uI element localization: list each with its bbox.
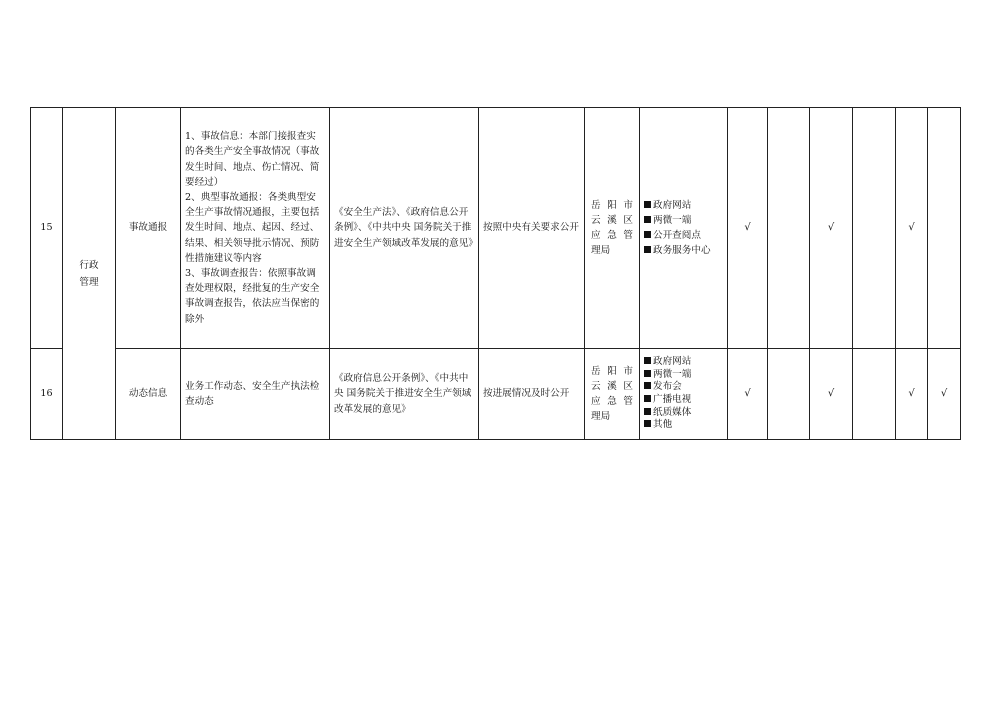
square-bullet-icon: [644, 216, 651, 223]
channel-item: 政府网站: [644, 198, 723, 213]
content-item: 2、典型事故通报：各类典型安全生产事故情况通报，主要包括发生时间、地点、起因、经过、结果、相关领导批示情况、预防性措施建议等内容: [185, 191, 320, 264]
channel-cell: [640, 349, 728, 440]
content-item: 业务工作动态、安全生产执法检查动态: [185, 380, 320, 407]
org-line: 理局: [591, 411, 611, 423]
org-line: 应急管: [591, 396, 633, 407]
square-bullet-icon: [644, 382, 651, 389]
row-number: 16: [31, 349, 63, 440]
org-line: 岳阳市: [591, 199, 633, 211]
check-cell: √: [728, 349, 768, 440]
square-bullet-icon: [644, 231, 651, 238]
disclosure-table: [30, 107, 961, 440]
timing-cell: 按照中央有关要求公开: [479, 108, 585, 349]
org-line: 理局: [591, 245, 611, 257]
check-cell: √: [728, 108, 768, 349]
square-bullet-icon: [644, 408, 651, 415]
org-cell: [585, 108, 640, 349]
square-bullet-icon: [644, 357, 651, 364]
row-number: 15: [31, 108, 63, 349]
check-cell: √: [896, 108, 928, 349]
table-row: [31, 349, 961, 440]
sub-category: 事故通报: [116, 108, 181, 349]
square-bullet-icon: [644, 246, 651, 253]
org-line: 云溪区: [591, 214, 633, 226]
channel-item: 两微一端: [644, 213, 723, 228]
content-cell: [181, 108, 330, 349]
table-row: [31, 108, 961, 349]
check-cell: [768, 108, 810, 349]
check-cell: [853, 108, 896, 349]
check-cell: √: [896, 349, 928, 440]
check-cell: [768, 349, 810, 440]
basis-cell: 《政府信息公开条例》、《中共中央 国务院关于推进安全生产领域改革发展的意见》: [330, 349, 479, 440]
category-label: 行政管理: [79, 259, 99, 288]
check-cell: √: [810, 349, 853, 440]
check-cell: √: [810, 108, 853, 349]
square-bullet-icon: [644, 395, 651, 402]
sub-category: 动态信息: [116, 349, 181, 440]
channel-item: 政务服务中心: [644, 243, 723, 258]
channel-item: 政府网站: [644, 356, 723, 369]
square-bullet-icon: [644, 420, 651, 427]
basis-cell: 《安全生产法》、《政府信息公开条例》、《中共中央 国务院关于推进安全生产领域改革发展的意见》: [330, 108, 479, 349]
timing-cell: 按进展情况及时公开: [479, 349, 585, 440]
content-item: 3、事故调查报告：依照事故调查处理权限，经批复的生产安全事故调查报告，依法应当保密的除外: [185, 268, 320, 325]
check-cell: [928, 108, 961, 349]
check-cell: √: [928, 349, 961, 440]
channel-item: 两微一端: [644, 369, 723, 382]
channel-item: 公开查阅点: [644, 228, 723, 243]
square-bullet-icon: [644, 370, 651, 377]
content-cell: [181, 349, 330, 440]
square-bullet-icon: [644, 201, 651, 208]
channel-item: 其他: [644, 419, 723, 432]
channel-cell: [640, 108, 728, 349]
channel-item: 发布会: [644, 381, 723, 394]
org-cell: [585, 349, 640, 440]
org-line: 应急管: [591, 230, 633, 241]
org-line: 云溪区: [591, 380, 633, 392]
content-item: 1、事故信息：本部门接报查实的各类生产安全事故情况（事故发生时间、地点、伤亡情况、简要经过）: [185, 131, 320, 188]
channel-item: 纸质媒体: [644, 407, 723, 420]
channel-item: 广播电视: [644, 394, 723, 407]
org-line: 岳阳市: [591, 365, 633, 377]
check-cell: [853, 349, 896, 440]
category-cell: [63, 108, 116, 440]
